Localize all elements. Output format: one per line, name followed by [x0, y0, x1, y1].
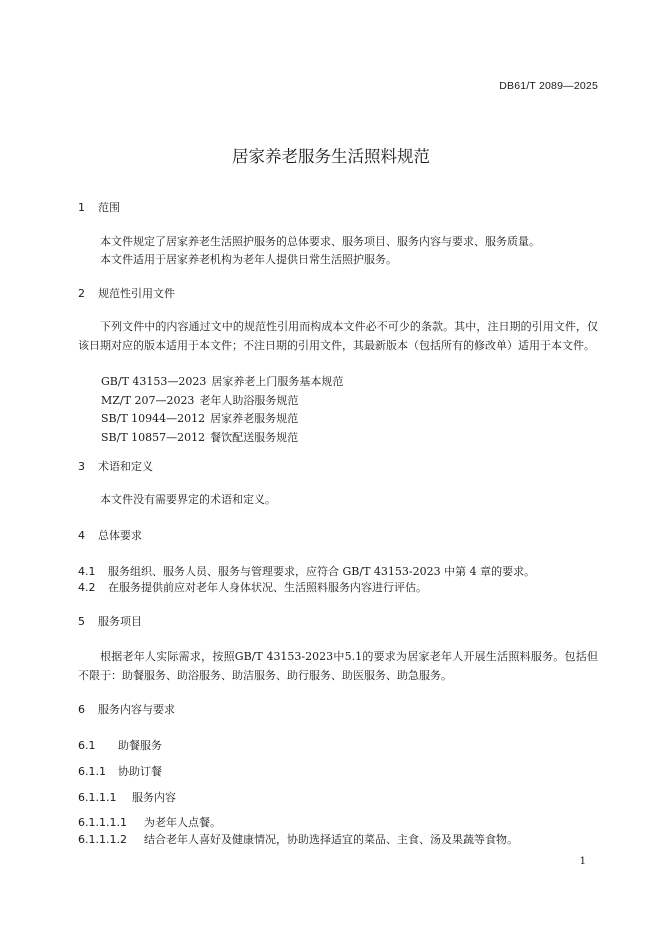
- section-number: 6.1.1.1: [78, 791, 117, 804]
- section-4-heading: [78, 528, 142, 544]
- requirement-item: [78, 580, 427, 596]
- section-2-heading: [78, 286, 175, 302]
- item-text: 结合老年人喜好及健康情况，协助选择适宜的菜品、主食、汤及果蔬等食物。: [144, 833, 518, 846]
- reference-title: 餐饮配送服务规范: [210, 430, 299, 444]
- requirement-text: 服务组织、服务人员、服务与管理要求，应符合 GB/T 43153-2023 中第 4 章的要求。: [108, 565, 536, 578]
- scope-paragraph-1: 本文件规定了居家养老生活照护服务的总体要求、服务项目、服务内容与要求、服务质量。: [100, 235, 540, 248]
- references-intro-paragraph: 下列文件中的内容通过文中的规范性引用而构成本文件必不可少的条款。其中，注日期的引用文件，仅该日期对应的版本适用于本文件；不注日期的引用文件，其最新版本（包括所有的修改单）适用于本文件。: [78, 320, 598, 352]
- section-3-heading: [78, 459, 153, 475]
- service-items-paragraph: 根据老年人实际需求，按照GB/T 43153-2023中5.1的要求为居家老年人开展生活照料服务。包括但不限于：助餐服务、助浴服务、助洁服务、助行服务、助医服务、助急服务。: [78, 650, 598, 682]
- page-number: 1: [579, 856, 586, 867]
- section-number: 5: [78, 615, 85, 628]
- scope-paragraph-2: 本文件适用于居家养老机构为老年人提供日常生活照护服务。: [100, 253, 397, 266]
- section-6-heading: [78, 702, 175, 718]
- requirement-text: 在服务提供前应对老年人身体状况、生活照料服务内容进行评估。: [108, 581, 427, 594]
- section-title: 助餐服务: [118, 739, 162, 752]
- section-number: 6.1: [78, 739, 96, 752]
- reference-title: 居家养老服务规范: [210, 412, 299, 425]
- normative-references-list: [101, 373, 343, 447]
- reference-code: SB/T 10857—2012: [101, 430, 206, 444]
- reference-item: [101, 410, 343, 429]
- service-content-item: [78, 832, 518, 848]
- terms-paragraph: 本文件没有需要界定的术语和定义。: [100, 493, 276, 506]
- item-number: 6.1.1.1.1: [78, 816, 127, 829]
- section-6-1-heading: [78, 738, 162, 754]
- section-number: 4: [78, 529, 85, 542]
- section-number: 2: [78, 287, 85, 300]
- reference-item: [101, 392, 343, 411]
- requirement-number: 4.2: [78, 581, 96, 594]
- section-1-heading: [78, 200, 120, 216]
- service-content-item: [78, 815, 221, 831]
- reference-title: 老年人助浴服务规范: [199, 393, 299, 407]
- section-number: 3: [78, 460, 85, 473]
- section-title: 范围: [98, 201, 120, 214]
- section-title: 总体要求: [98, 529, 142, 542]
- section-title: 服务项目: [98, 615, 142, 628]
- section-number: 6: [78, 703, 85, 716]
- requirement-number: 4.1: [78, 565, 96, 578]
- reference-item: [101, 373, 343, 392]
- section-5-heading: [78, 614, 142, 630]
- section-title: 服务内容与要求: [98, 703, 175, 716]
- section-6-1-1-1-heading: [78, 790, 176, 806]
- item-number: 6.1.1.1.2: [78, 833, 127, 846]
- reference-item: [101, 429, 343, 448]
- reference-code: GB/T 43153—2023: [101, 375, 207, 388]
- item-text: 为老年人点餐。: [144, 816, 221, 829]
- section-title: 服务内容: [132, 791, 176, 804]
- section-6-1-1-heading: [78, 764, 162, 780]
- document-title: 居家养老服务生活照料规范: [232, 147, 430, 166]
- section-title: 术语和定义: [98, 460, 153, 473]
- reference-title: 居家养老上门服务基本规范: [211, 375, 344, 388]
- reference-code: MZ/T 207—2023: [101, 393, 195, 407]
- section-number: 6.1.1: [78, 765, 106, 778]
- section-number: 1: [78, 201, 85, 214]
- section-title: 协助订餐: [118, 765, 162, 778]
- requirement-item: [78, 564, 535, 580]
- reference-code: SB/T 10944—2012: [101, 412, 206, 425]
- document-code: DB61/T 2089—2025: [499, 80, 598, 92]
- section-title: 规范性引用文件: [98, 287, 175, 300]
